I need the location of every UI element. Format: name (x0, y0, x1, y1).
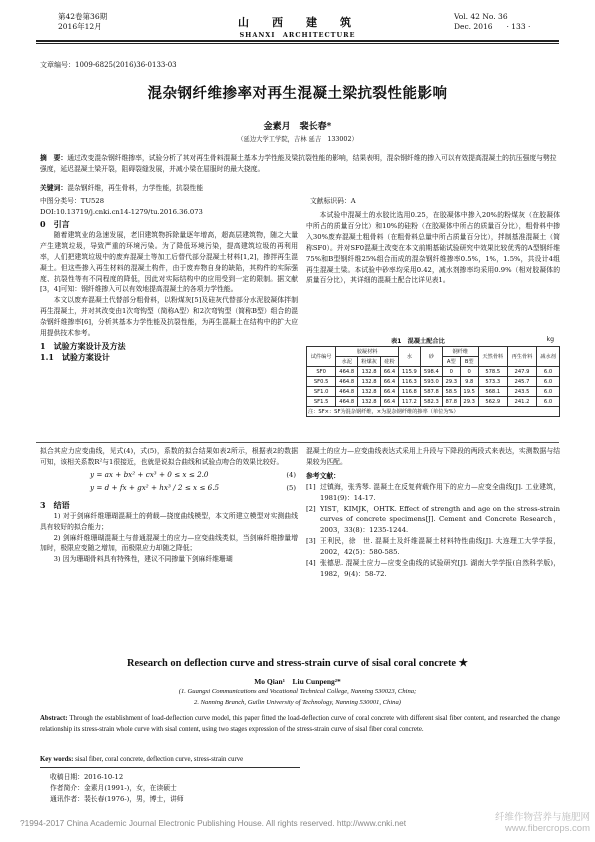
table-cell: 29.3 (442, 377, 460, 387)
table-cell: 6.0 (537, 397, 560, 407)
reference-text: 过镇海，张秀琴. 混凝土在反复荷载作用下的应力—应变全曲线[J]. 工业建筑，1981(9)：14-17. (320, 482, 560, 502)
th-steel-fiber: 钢纤维 (442, 347, 478, 357)
table-cell: 593.0 (420, 377, 442, 387)
page-number: · 133 · (506, 22, 531, 31)
reference-number: [2] (306, 504, 316, 513)
reference-number: [1] (306, 482, 316, 491)
table-unit: kg (546, 336, 554, 343)
table-cell: 464.8 (336, 387, 358, 397)
section-divider (36, 442, 559, 443)
conclusion-1: 1) 对于剑麻纤维珊瑚混凝土的荷载—挠度曲线模型，本文所建立模型对实测曲线具有较好的拟合能力； (40, 511, 298, 531)
table-cell: 573.3 (478, 377, 507, 387)
equation-5-number: (5) (286, 483, 296, 492)
th-flyash: 粉煤灰 (358, 357, 381, 367)
table-row (307, 387, 560, 397)
table-cell: 66.4 (381, 377, 399, 387)
paper-affiliation: （延边大学工学院，吉林 延吉 133002） (237, 136, 358, 143)
english-title: Research on deflection curve and stress-strain curve of sisal coral concrete ★ (127, 658, 468, 669)
classification (40, 196, 300, 218)
reference-number: [4] (306, 559, 316, 568)
english-abstract-text: Through the establishment of load-deflection curve model, this paper fitted the load-deflection curve of coral concrete with different sisal fiber content, and researched the change relationship its stress-strain whole curve with sisal content, using two stages expression of the stress-strain curve of sisal fiber coral concrete. (40, 715, 561, 733)
lower-right-column (306, 446, 560, 580)
section-intro-heading: 0 引言 (40, 219, 70, 229)
table-row (307, 377, 560, 387)
table-note: 注：SF×：SF为混杂钢纤维，×为混杂钢纤维的掺率（单位为%） (307, 407, 560, 417)
abstract-label: 摘 要： (40, 154, 68, 162)
table-cell: 116.3 (398, 377, 420, 387)
equation-4 (40, 470, 298, 483)
english-abstract (40, 714, 560, 735)
table-cell: 19.5 (460, 387, 478, 397)
table-cell: 464.8 (336, 397, 358, 407)
intro-paragraph-1: 随着建筑业的急速发展，老旧建筑物拆除量逐年增高，超高层建筑物，随之大量产生建筑垃圾，导致严重的环境污染。为了降低环境污染，提高建筑垃圾的再利用率，人们把建筑垃圾中的废弃混凝土等加工后替代部分混凝土材料[1,2]，掺拌再生混凝土。但这些掺入再生材料的混凝土构件，由于废弃物自身的缺陷，其构件的实际强度、抗裂性等有不同程度的降低，因此对实际结构中的应用受到一定的限制。据文献[3，4]可知：钢纤维掺入可以有效地提高混凝土的各项力学性能。 (40, 230, 298, 294)
table-row (307, 367, 560, 377)
watermark: 纤维作物营养与施肥网 www.fibercrops.com (494, 812, 590, 834)
table-cell: 0 (460, 367, 478, 377)
th-specimen: 试件编号 (307, 347, 336, 367)
reference-text: YIST，KIMJK，OHTK. Effect of strength and age on the stress-strain curves of concrete specimens[J]. Cement and Concrete Research，2003，33(8)：1235-1244. (320, 504, 560, 535)
th-sand: 砂 (420, 347, 442, 367)
th-recycled-aggregate: 再生骨料 (507, 347, 536, 367)
conclusion-2: 2) 剑麻纤维珊瑚混凝土与普通混凝土的应力—应变曲线类似，当剑麻纤维掺量增加时，极限应变随之增加，而极限应力却随之降低； (40, 533, 298, 553)
doi: DOI:10.13719/j.cnki.cn14-1279/tu.2016.36.073 (40, 207, 203, 216)
table-cell: 66.4 (381, 387, 399, 397)
table-cell: 562.9 (478, 397, 507, 407)
th-type-a: A型 (442, 357, 460, 367)
english-keywords (40, 756, 560, 763)
table-caption: 表1 混凝土配合比 (391, 338, 445, 345)
section-conclusion-heading: 3 结语 (40, 499, 70, 510)
table-cell: 245.7 (507, 377, 536, 387)
left-column (40, 219, 298, 363)
reference-item (306, 536, 560, 558)
lower-left-column (40, 446, 298, 565)
footnote-rule (40, 767, 300, 768)
table-cell: 132.8 (358, 397, 381, 407)
section-1-1-heading: 1.1 试验方案设计 (40, 351, 110, 362)
abstract-text: 通过改变混杂钢纤维掺率，试验分析了其对再生骨料混凝土基本力学性能及梁抗裂性能的影响，结果表明，混杂钢纤维的掺入可以有效提高混凝土的抗压强度与劈拉强度，延迟混凝土梁开裂，阻碍裂缝发展，并减小梁在屈服时的最大挠度。 (40, 154, 557, 173)
keywords-label: 关键词： (40, 184, 68, 192)
table-cell: 598.4 (420, 367, 442, 377)
table-cell: 6.0 (537, 367, 560, 377)
volume-cn: 第42卷第36期 (58, 12, 108, 21)
table-cell: 241.2 (507, 397, 536, 407)
header-rule (36, 40, 559, 42)
table-cell: 132.8 (358, 377, 381, 387)
reference-text: 张德思. 混凝土应力—应变全曲线的试验研究[J]. 湖南大学学报(自然科学版)，1982，9(4)：58-72. (320, 559, 560, 578)
table-cell: SF1.5 (307, 397, 336, 407)
reference-number: [3] (306, 537, 316, 546)
english-authors: Mo Qian¹ Liu Cunpeng²* (254, 677, 341, 686)
right-paragraph: 本试验中混凝土的水胶比选用0.25，在胶凝体中掺入20%的粉煤灰（在胶凝体中所占的质量百分比）和10%的硅粉（在胶凝体中所占的质量百分比），粗骨料中掺入30%废弃混凝土粗骨料（在粗骨料总量中所占质量百分比），拌制基准混凝土（简称SF0）。并对SF0混凝土改变在本文前期基础试验研究中效果比较优秀的A型钢纤维75%和B型钢纤维25%组合而成的混杂钢纤维掺率0.5%，1%，1.5%，共设计4组再生混凝土梁。本试验中砂率均采用0.42，减水剂掺率均采用0.9%（相对胶凝体的质量百分比），其详细的混凝土配合比详见表1。 (306, 211, 560, 285)
table-cell: 243.5 (507, 387, 536, 397)
table-cell: 66.4 (381, 397, 399, 407)
date-cn: 2016年12月 (58, 22, 102, 31)
volume-en: Vol. 42 No. 36 (454, 12, 508, 21)
th-type-b: B型 (460, 357, 478, 367)
reference-item (306, 504, 560, 537)
equation-5 (40, 483, 298, 496)
table-cell: 58.5 (442, 387, 460, 397)
conclusion-3: 3) 因为珊瑚骨料具有特殊性，建议不同掺量下剑麻纤维珊瑚 (53, 555, 233, 564)
intro-paragraph-2: 本文以废弃混凝土代替部分粗骨料，以粉煤灰[5]及硅灰代替部分水泥胶凝体拌制再生混凝土，并对其改变由1次弯钩型（简称A型）和2次弯钩型（简称B型）组合的混杂钢纤维掺率[6]，分析其基本力学性能及抗裂性能，为再生混凝土在结构中的扩大应用提供技术参考。 (40, 296, 298, 338)
th-binder: 胶凝材料 (336, 347, 399, 357)
table-cell: 464.8 (336, 377, 358, 387)
table-cell: 6.0 (537, 387, 560, 397)
table-cell: SF1.0 (307, 387, 336, 397)
reference-item (306, 482, 560, 504)
journal-name-cn: 山 西 建 筑 (238, 16, 357, 29)
corresponding-author: 通讯作者：裴长春(1976-)，男，博士，讲师 (50, 795, 184, 803)
article-number: 文章编号：1009-6825(2016)36-0133-03 (40, 61, 177, 69)
table-cell: 247.9 (507, 367, 536, 377)
document-code: 文献标识码：A (310, 197, 356, 205)
english-abstract-label: Abstract: (40, 715, 68, 722)
table-cell: 464.8 (336, 367, 358, 377)
table-cell: 87.8 (442, 397, 460, 407)
table-cell: 116.8 (398, 387, 420, 397)
table-cell: 117.2 (398, 397, 420, 407)
equation-4-number: (4) (286, 470, 296, 479)
table-cell: 578.5 (478, 367, 507, 377)
table-cell: 587.8 (420, 387, 442, 397)
th-cement: 水泥 (336, 357, 358, 367)
th-silica: 硅粉 (381, 357, 399, 367)
english-keywords-text: sisal fiber, coral concrete, deflection curve, stress-strain curve (75, 756, 244, 763)
th-water: 水 (398, 347, 420, 367)
journal-name-en: SHANXI ARCHITECTURE (239, 31, 356, 39)
table-cell: 132.8 (358, 367, 381, 377)
table-cell: 66.4 (381, 367, 399, 377)
table-cell: 9.8 (460, 377, 478, 387)
header-rule-thin (36, 43, 559, 44)
table-cell: 6.0 (537, 377, 560, 387)
table-cell: SF0.5 (307, 377, 336, 387)
table-cell: 115.9 (398, 367, 420, 377)
reference-item (306, 558, 560, 580)
table-cell: 132.8 (358, 387, 381, 397)
clc-number: 中图分类号：TU528 (40, 197, 105, 205)
table-cell: SF0 (307, 367, 336, 377)
received-date: 收稿日期：2016-10-12 (50, 773, 124, 781)
keywords (40, 183, 560, 194)
paper-authors: 金素月 裴长春* (263, 122, 332, 132)
table-cell: 582.3 (420, 397, 442, 407)
english-keywords-label: Key words: (40, 756, 74, 763)
copyright-line: ?1994-2017 China Academic Journal Electronic Publishing House. All rights reserved. http://www.cnki.net (20, 818, 407, 828)
conclusion-continued: 混凝土的应力—应变曲线表达式采用上升段与下降段的两段式来表达，实测数据与结果较为匹配。 (306, 447, 560, 466)
table-row (307, 397, 560, 407)
equation-4-text: y = ax + bx² + cx³ + 0 ≤ x ≤ 2.0 (90, 469, 209, 479)
english-affiliation-1: (1. Guangxi Communications and Vocational Technical College, Nanning 530023, China; (178, 688, 417, 695)
table-cell: 29.3 (460, 397, 478, 407)
table-cell: 0 (442, 367, 460, 377)
table-1 (306, 336, 560, 417)
header-volume-en (454, 12, 530, 32)
references-heading: 参考文献： (306, 471, 340, 480)
keywords-text: 混杂钢纤维，再生骨料，力学性能，抗裂性能 (67, 184, 204, 192)
mix-proportion-table (306, 346, 560, 417)
th-natural-aggregate: 天然骨料 (478, 347, 507, 367)
footnote (50, 772, 184, 805)
date-en: Dec. 2016 (454, 22, 493, 31)
english-affiliation-2: 2. Nanning Branch, Guilin University of Technology, Nanning 530001, China) (194, 699, 401, 706)
author-bio: 作者简介：金素月(1991-)，女，在读硕士 (50, 784, 177, 792)
section-1-heading: 1 试验方案设计及方法 (40, 340, 126, 351)
equation-5-text: y = d + fx + gx² + hx³ / 2 ≤ x ≤ 6.5 (90, 482, 220, 492)
fitting-paragraph: 拟合其应力应变曲线，见式(4)，式(5)，系数的拟合结果如表2所示，根据表2的数据可知，该相关系数R²与1很接近，也就是说拟合曲线和试验点吻合的效果比较好。 (40, 447, 298, 466)
reference-text: 王利民，徐 世. 混凝土及纤维混凝土材料特性曲线[J]. 大连理工大学学报，2002，42(5)：580-585. (320, 537, 560, 557)
abstract (40, 153, 560, 175)
paper-title: 混杂钢纤维掺率对再生混凝土梁抗裂性能影响 (147, 86, 448, 102)
th-water-reducer: 减水剂 (537, 347, 560, 367)
table-cell: 568.1 (478, 387, 507, 397)
